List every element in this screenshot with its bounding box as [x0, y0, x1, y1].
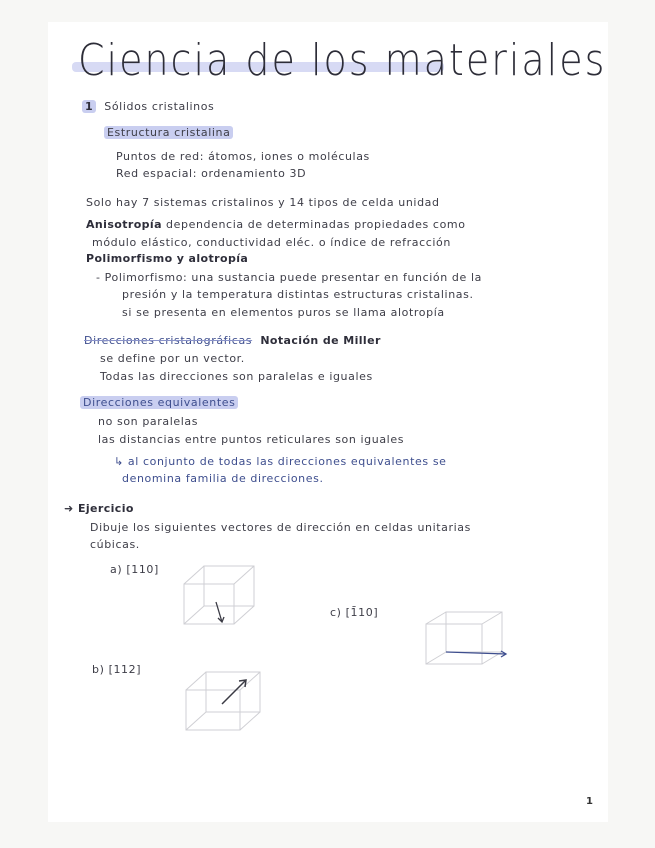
equivalentes-header — [80, 396, 238, 409]
exercise-c-label: c) [1̄10] — [330, 606, 379, 619]
equivalentes-bullet1: no son paralelas — [98, 415, 199, 428]
anisotropia-term: Anisotropía — [86, 218, 162, 231]
polimorfismo-line1: - Polimorfismo: una sustancia puede presentar en función de la — [96, 271, 482, 284]
arrow-bullet-icon: ➜ — [64, 502, 74, 515]
cube-a-diagram — [182, 562, 262, 632]
exercise-b-label: b) [112] — [92, 663, 142, 676]
cube-c-diagram — [424, 610, 508, 670]
ejercicio-heading: Ejercicio — [77, 502, 134, 515]
systems-line: Solo hay 7 sistemas cristalinos y 14 tipos de celda unidad — [86, 196, 440, 209]
exercise-a-label: a) [110] — [110, 563, 159, 576]
direcciones-bullet1: se define por un vector. — [100, 352, 245, 365]
anisotropia-line — [86, 218, 466, 231]
equivalentes-heading: Direcciones equivalentes — [80, 396, 238, 409]
page-number: 1 — [586, 796, 593, 807]
subheading-text: Estructura cristalina — [104, 126, 233, 139]
cube-b-diagram — [184, 668, 268, 734]
equivalentes-note2: denomina familia de direcciones. — [122, 472, 324, 485]
bullet-red-espacial: Red espacial: ordenamiento 3D — [116, 167, 307, 180]
ejercicio-text2: cúbicas. — [90, 538, 140, 551]
anisotropia-text: dependencia de determinadas propiedades como — [166, 218, 466, 231]
ejercicio-text1: Dibuje los siguientes vectores de dirección en celdas unitarias — [90, 521, 471, 534]
page-title: Ciencia de los materiales — [78, 34, 607, 86]
bullet-puntos-red: Puntos de red: átomos, iones o moléculas — [116, 150, 370, 163]
miller-notation: Notación de Miller — [260, 334, 381, 347]
ejercicio-header — [64, 502, 134, 515]
polimorfismo-line3: si se presenta en elementos puros se llama alotropía — [122, 306, 445, 319]
section-heading: Sólidos cristalinos — [104, 100, 215, 113]
section1-header — [82, 100, 214, 113]
direcciones-bullet2: Todas las direcciones son paralelas e iguales — [100, 370, 373, 383]
subheading-estructura — [104, 126, 233, 139]
equivalentes-bullet2: las distancias entre puntos reticulares son iguales — [98, 433, 405, 446]
anisotropia-line2: módulo elástico, conductividad eléc. o índice de refracción — [92, 236, 451, 249]
equivalentes-note1: ↳ al conjunto de todas las direcciones equivalentes se — [114, 455, 447, 468]
section-number: 1 — [82, 100, 96, 113]
polimorfismo-line2: presión y la temperatura distintas estructuras cristalinas. — [122, 288, 474, 301]
direcciones-heading: Direcciones cristalográficas — [84, 334, 253, 347]
polimorfismo-heading: Polimorfismo y alotropía — [86, 252, 249, 265]
direcciones-header — [84, 334, 381, 347]
